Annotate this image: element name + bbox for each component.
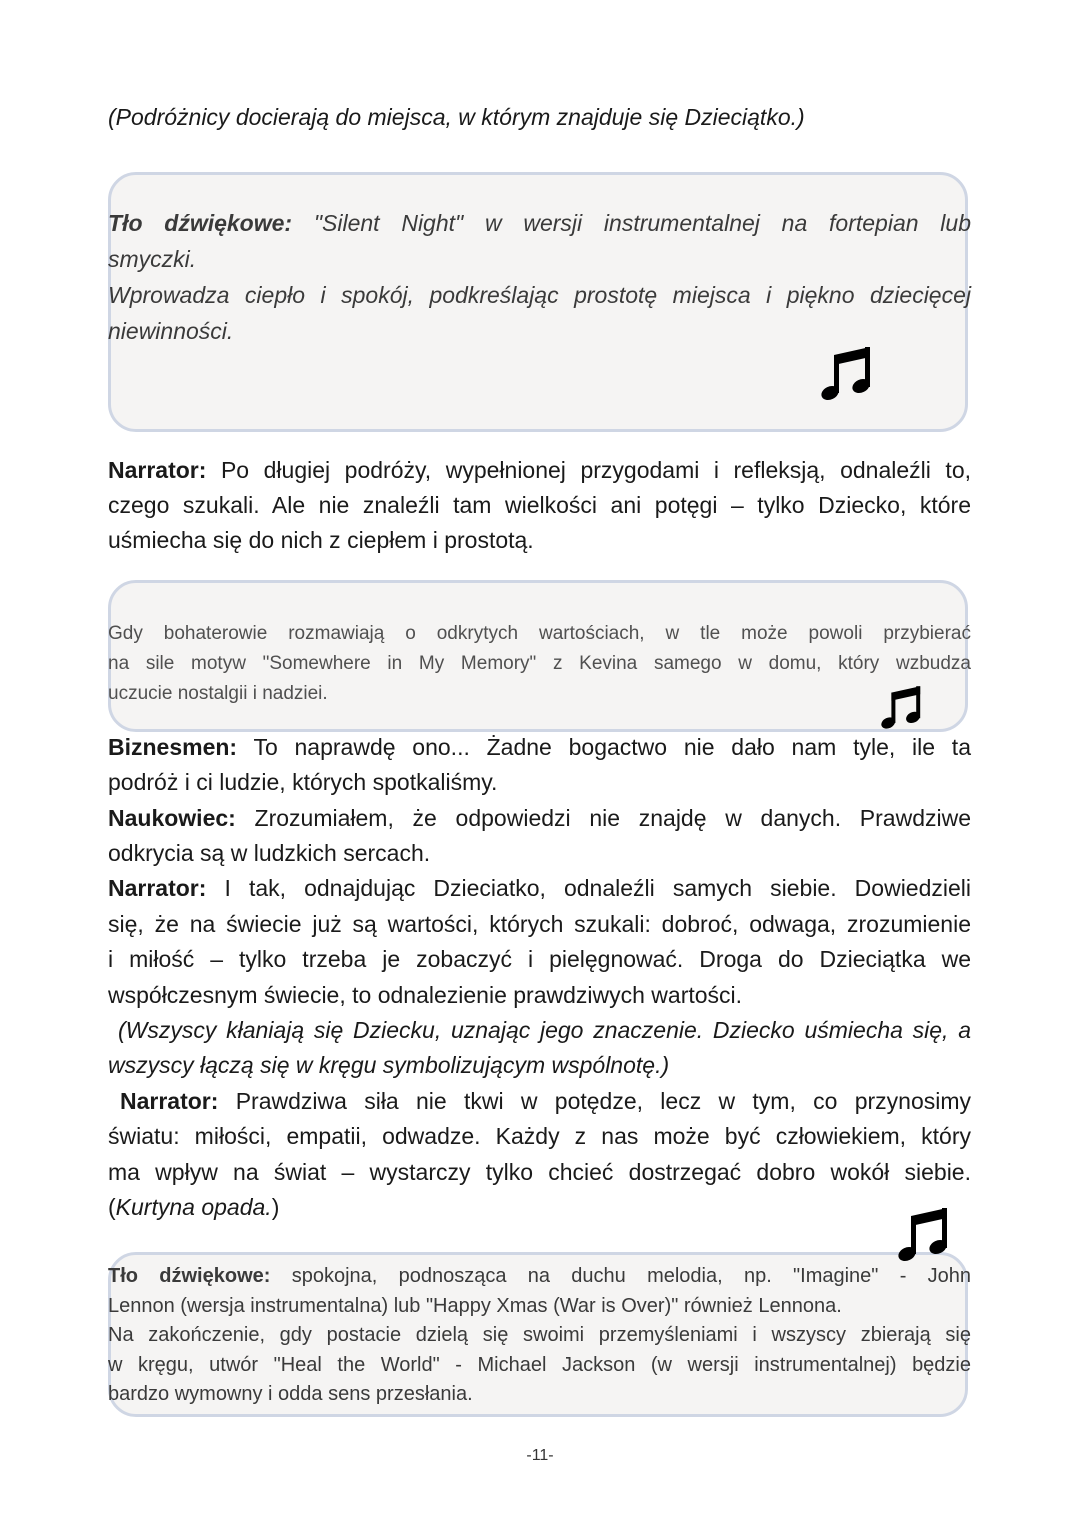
closing-stage-direction: (Kurtyna opada.) [108, 1194, 280, 1220]
dialogue-narrator-2-line: się, że na świecie już są wartości, których szukali: dobroć, odwaga, zrozumienie [108, 911, 971, 937]
sound-cue-3-line: w kręgu, utwór "Heal the World" - Michael Jackson (w wersji instrumentalnej) będzie [108, 1353, 971, 1376]
sound-cue-label: Tło dźwiękowe: [108, 210, 293, 236]
sound-cue-3-line: Lennon (wersja instrumentalna) lub "Happy Xmas (War is Over)" również Lennona. [108, 1294, 842, 1317]
dialogue-narrator-3-line [120, 1084, 971, 1120]
dialogue-narrator-2-line: współczesnym świecie, to odnalezienie prawdziwych wartości. [108, 982, 743, 1008]
sound-cue-3-line [108, 1262, 971, 1292]
text-span: spokojna, podnosząca na duchu melodia, np. "Imagine" - John [291, 1265, 972, 1287]
dialogue-naukowiec-line [108, 801, 971, 837]
sound-cue-3-line: Na zakończenie, gdy postacie dzielą się swoimi przemyśleniami i wszyscy zbierają się [108, 1324, 971, 1346]
music-note-icon [818, 343, 874, 403]
sound-cue-3-line: bardzo wymowny i odda sens przesłania. [108, 1383, 473, 1405]
sound-cue-2-line: uczucie nostalgii i nadziei. [108, 683, 328, 704]
dialogue-biznesmen-line: podróż i ci ludzie, których spotkaliśmy. [108, 769, 498, 795]
speaker-label: Biznesmen: [108, 734, 238, 760]
sound-cue-1-line: smyczki. [108, 246, 197, 272]
stage-direction-top [108, 100, 971, 136]
dialogue-narrator-1-line: czego szukali. Ale nie znaleźli tam wielkości ani potęgi – tylko Dziecko, które [108, 492, 971, 518]
sound-cue-1-line: Wprowadza ciepło i spokój, podkreślając prostotę miejsca i piękno dziecięcej [108, 282, 971, 308]
sound-cue-label: Tło dźwiękowe: [108, 1265, 271, 1287]
sound-cue-2-text [108, 619, 971, 709]
dialogue-narrator-3-line: ma wpływ na świat – wystarczy tylko chcieć dostrzegać dobro wokół siebie. [108, 1159, 971, 1185]
stage-direction-text: (Podróżnicy docierają do miejsca, w którym znajduje się Dzieciątko.) [108, 104, 805, 130]
stage-direction-middle-line: wszyscy łączą się w kręgu symbolizującym wspólnotę.) [108, 1052, 670, 1078]
dialogue-narrator-3-line: światu: miłości, empatii, odwadze. Każdy z nas może być człowiekiem, który [108, 1123, 971, 1149]
dialogue-narrator-1-line: uśmiecha się do nich z ciepłem i prostotą. [108, 527, 534, 553]
text-span: Po długiej podróży, wypełnionej przygodami i refleksją, odnaleźli to, [220, 457, 971, 483]
text-span: Kurtyna opada. [115, 1194, 272, 1220]
dialogue-narrator-2-line [108, 871, 971, 907]
sound-cue-2-line: na sile motyw "Somewhere in My Memory" z Kevina samego w domu, który wzbudza [108, 653, 971, 674]
speaker-label: Naukowiec: [108, 805, 236, 831]
sound-cue-1-line [108, 205, 971, 241]
text-span: To naprawdę ono... Żadne bogactwo nie dało nam tyle, ile ta [253, 734, 971, 760]
sound-cue-3-text [108, 1262, 971, 1410]
text-span: Prawdziwa siła nie tkwi w potędze, lecz w tym, co przynosimy [235, 1088, 972, 1114]
speaker-label: Narrator: [120, 1088, 219, 1114]
sound-cue-1-line: niewinności. [108, 318, 234, 344]
speaker-label: Narrator: [108, 875, 207, 901]
sound-cue-1-text [108, 205, 971, 349]
speaker-label: Narrator: [108, 457, 207, 483]
dialogue-narrator-2-line: i miłość – tylko trzeba je zobaczyć i pielęgnować. Droga do Dzieciątka we [108, 946, 971, 972]
text-span: I tak, odnajdując Dzieciatko, odnaleźli samych siebie. Dowiedzieli [224, 875, 972, 901]
dialogue-biznesmen-line [108, 730, 971, 766]
sound-cue-2-line: Gdy bohaterowie rozmawiają o odkrytych wartościach, w tle może powoli przybierać [108, 623, 971, 644]
page-number: -11- [526, 1447, 554, 1464]
music-note-icon [878, 683, 924, 731]
music-note-icon [895, 1204, 951, 1264]
stage-direction-middle-line: (Wszyscy kłaniają się Dziecku, uznając jego znaczenie. Dziecko uśmiecha się, a [118, 1017, 971, 1043]
text-span: "Silent Night" w wersji instrumentalnej na fortepian lub [313, 210, 971, 236]
dialogue-narrator-1-line [108, 453, 971, 489]
text-span: Zrozumiałem, że odpowiedzi nie znajdę w danych. Prawdziwe [254, 805, 972, 831]
dialogue-naukowiec-line: odkrycia są w ludzkich sercach. [108, 840, 431, 866]
